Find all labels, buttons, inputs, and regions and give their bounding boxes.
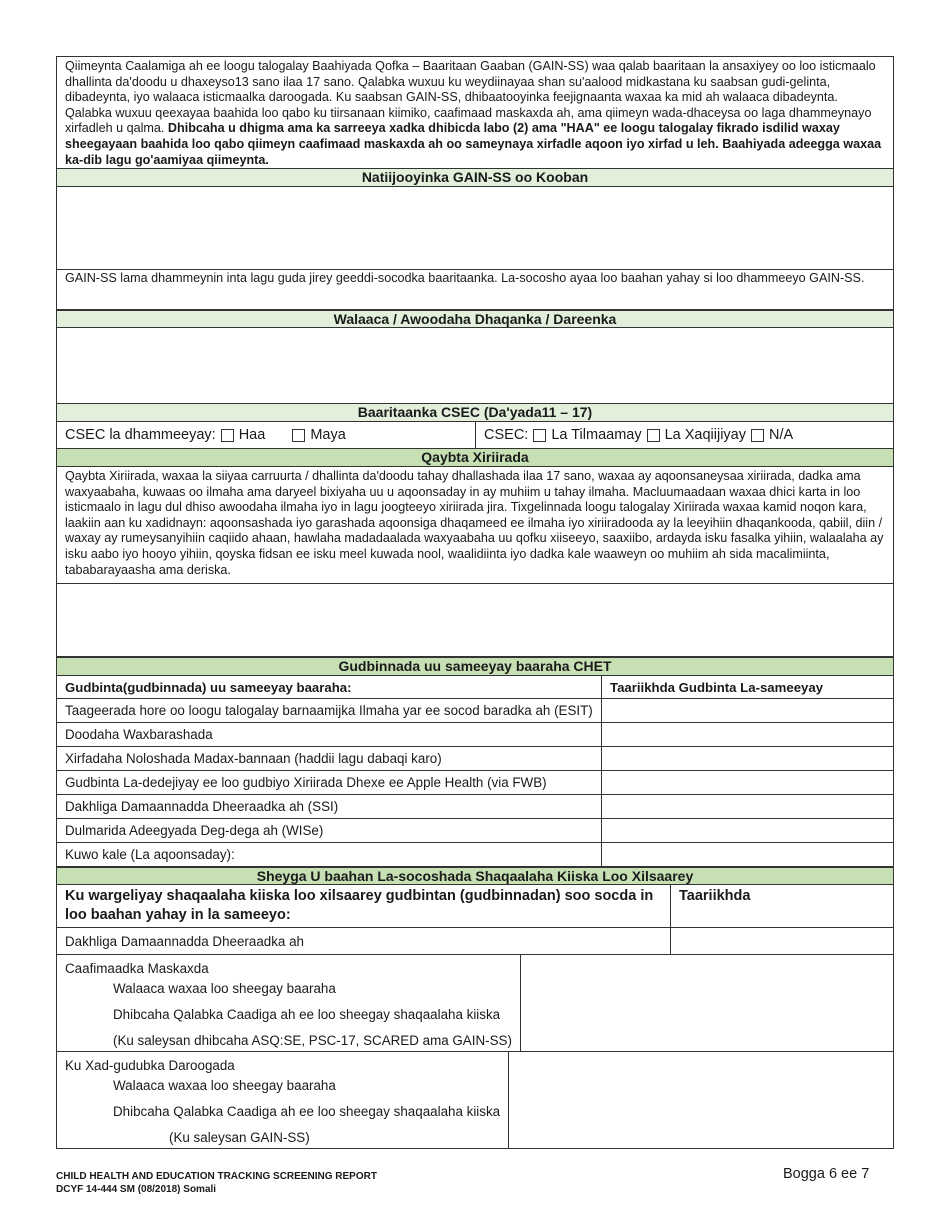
gain-results-field[interactable] bbox=[57, 187, 893, 270]
csec-yes-label: Haa bbox=[238, 427, 266, 443]
referral-date-input[interactable] bbox=[602, 819, 893, 842]
referral-apple-health: Gudbinta La-dedejiyay ee loo gudbiyo Xiriirada Dhexe ee Apple Health (via FWB) bbox=[57, 771, 602, 794]
referral-date-input[interactable] bbox=[602, 795, 893, 818]
gain-note: GAIN-SS lama dhammeynin inta lagu guda jirey geeddi-socodka baaritaanka. La-socosho ayaa loo baahan yahay si loo dhammeeyo GAIN-SS. bbox=[65, 271, 865, 285]
referral-date-input[interactable] bbox=[602, 771, 893, 794]
section-referrals: Gudbinnada uu sameeyay baaraha CHET bbox=[57, 658, 893, 676]
followup-col-referral: Ku wargeliyay shaqaalaha kiiska loo xilsaarey gudbintan (gudbinnadan) soo socda in loo baahan yahay in la sameeyo: bbox=[57, 885, 671, 927]
footer-form-id bbox=[56, 1170, 377, 1196]
followup-mental-health bbox=[57, 955, 521, 1051]
csec-result bbox=[476, 422, 893, 448]
gain-intro-text: Qiimeynta Caalamiga ah ee loogu talogalay Baahiyada Qofka – Baaritaan Gaaban (GAIN-SS) waa qalab baaritaan la ansaxiyey oo loo isticmaalo dhallinta da'doodu u dhaxeyso13 sano ilaa 17 sano. Qalabka wuxuu ku weydiinayaa shan su'aalood midkastana ku saabsan gudi-gelinta, dibadeynta, iyo walaaca isticmaalka daroogada. Ku saabsan GAIN-SS, dhibaatooyinka feejignaanta waxaa ka mid ah walaaca dibadeynta. Qalabka wuxuu qeexayaa baahida loo qabo ku tiirsanaan kiimiko, caafimaad maskaxda ah, ama qiimeyn wada-dhaceysa oo laga dhammeynayo xirfadleh u qalma. bbox=[65, 59, 876, 136]
section-relationships: Qaybta Xiriirada bbox=[57, 449, 893, 467]
referral-life-skills: Xirfadaha Noloshada Madax-bannaan (haddii lagu dabaqi karo) bbox=[57, 747, 602, 770]
csec-identified-label: La Tilmaamay bbox=[551, 427, 642, 443]
csec-identified-checkbox[interactable] bbox=[533, 429, 546, 442]
gain-intro-bold: Dhibcaha u dhigma ama ka sarreeya xadka dhibicda labo (2) ama "HAA" ee loogu talogalay fikrado isdilid waxay sheegayaan baahida loo qabo qiimeyn caafimaad maskaxda ah oo sameynaya xirfadle aqoon iyo xirfad u leh. Baahiyada adeegga waxaa ka-dib lagu go'aamiyaa qiimeynta. bbox=[65, 121, 882, 167]
csec-no-checkbox[interactable] bbox=[292, 429, 305, 442]
behavior-field[interactable] bbox=[57, 328, 893, 404]
followup-date-input[interactable] bbox=[671, 928, 893, 954]
followup-ssi: Dakhliga Damaannadda Dheeraadka ah bbox=[57, 928, 671, 954]
csec-confirmed-checkbox[interactable] bbox=[647, 429, 660, 442]
referral-date-input[interactable] bbox=[602, 843, 893, 866]
followup-date-input[interactable] bbox=[509, 1052, 893, 1148]
followup-substance-abuse bbox=[57, 1052, 509, 1148]
mental-health-scores: Dhibcaha Qalabka Caadiga ah ee loo sheegay shaqaalaha kiiska bbox=[113, 1007, 501, 1022]
referral-other: Kuwo kale (La aqoonsaday): bbox=[57, 843, 602, 866]
relationships-field[interactable] bbox=[57, 584, 893, 657]
substance-abuse-basis: (Ku saleysan GAIN-SS) bbox=[169, 1130, 310, 1145]
mental-health-label: Caafimaadka Maskaxda bbox=[65, 961, 209, 976]
section-behavior: Walaaca / Awoodaha Dhaqanka / Dareenka bbox=[57, 310, 893, 328]
followup-date-input[interactable] bbox=[521, 955, 893, 1051]
referral-ssi: Dakhliga Damaannadda Dheeraadka ah (SSI) bbox=[57, 795, 602, 818]
referral-esit: Taageerada hore oo loogu talogalay barnaamijka Ilmaha yar ee socod baradka ah (ESIT) bbox=[57, 699, 602, 722]
gain-intro bbox=[56, 56, 894, 169]
referrals-col-referral: Gudbinta(gudbinnada) uu sameeyay baaraha: bbox=[57, 676, 602, 698]
footer-report-title: CHILD HEALTH AND EDUCATION TRACKING SCREENING REPORT bbox=[56, 1171, 377, 1182]
csec-completed bbox=[57, 422, 476, 448]
page-number: Bogga 6 ee 7 bbox=[783, 1166, 870, 1182]
referral-date-input[interactable] bbox=[602, 699, 893, 722]
csec-yes-checkbox[interactable] bbox=[221, 429, 234, 442]
section-csec: Baaritaanka CSEC (Da'yada11 – 17) bbox=[57, 404, 893, 422]
mental-health-basis: (Ku saleysan dhibcaha ASQ:SE, PSC-17, SCARED ama GAIN-SS) bbox=[113, 1033, 512, 1048]
referral-date-input[interactable] bbox=[602, 723, 893, 746]
section-followup: Sheyga U baahan La-socoshada Shaqaalaha Kiiska Loo Xilsaarey bbox=[57, 867, 893, 885]
mental-health-concern: Walaaca waxaa loo sheegay baaraha bbox=[113, 981, 336, 996]
csec-na-checkbox[interactable] bbox=[751, 429, 764, 442]
footer-form-number: DCYF 14-444 SM (08/2018) Somali bbox=[56, 1184, 217, 1195]
referrals-col-date: Taariikhda Gudbinta La-sameeyay bbox=[610, 679, 824, 695]
csec-completed-label: CSEC la dhammeeyay: bbox=[65, 427, 216, 443]
followup-col-date: Taariikhda bbox=[679, 888, 751, 904]
csec-result-label: CSEC: bbox=[484, 427, 529, 443]
referral-date-input[interactable] bbox=[602, 747, 893, 770]
relationships-text: Qaybta Xiriirada, waxaa la siiyaa carruurta / dhallinta da'doodu tahay dhallashada ilaa 17 sano, waxaa ay aqoonsaneysaa xiriirada, dadka ama waxyaabaha, kuwaas oo ilmaha ama daryeel bixiyaha uu u aqoonsaday in ay muhiim u tahay ilmaha. Macluumaadaan waxaa dhici karta in loo isticmaalo in lagu dul dhiso awoodaha ilmaha iyo in lagu joogteeyo xiriirada jira. Tixgelinnada loogu talogalay Xiriirada waxaa kamid noqon kara, laakiin aan ku xadidnayn: aqoonsashada iyo garashada aqoonsiga dhaqameed ee ilmaha iyo xiriiradooda ay la leeyihiin dhaqankooda, qabiil, diin / waxay ay rumeysanyihiin caqiido ahaan, hawlaha madadaalada waxyaabaha uu qofku xiiseeyo, saaxiibo, ardayda isku fasalka yihiin, walaalaha ay isku aabo iyo hooyo yihiin, qoyska fidsan ee isku meel kuwada nool, waalidiinta iyo dadka kale waaweyn oo muhiim ah sida macalimiinta, tababarayaasha ama deriska. bbox=[57, 467, 893, 584]
form-page bbox=[56, 56, 894, 1149]
substance-abuse-label: Ku Xad-gudubka Daroogada bbox=[65, 1058, 235, 1073]
section-gain-results: Natiijooyinka GAIN-SS oo Kooban bbox=[57, 169, 893, 187]
csec-na-label: N/A bbox=[769, 427, 794, 443]
substance-abuse-concern: Walaaca waxaa loo sheegay baaraha bbox=[113, 1078, 336, 1093]
csec-no-label: Maya bbox=[310, 427, 346, 443]
referral-wise: Dulmarida Adeegyada Deg-dega ah (WISe) bbox=[57, 819, 602, 842]
csec-confirmed-label: La Xaqiijiyay bbox=[664, 427, 747, 443]
substance-abuse-scores: Dhibcaha Qalabka Caadiga ah ee loo sheegay shaqaalaha kiiska bbox=[113, 1104, 501, 1119]
referral-education: Doodaha Waxbarashada bbox=[57, 723, 602, 746]
